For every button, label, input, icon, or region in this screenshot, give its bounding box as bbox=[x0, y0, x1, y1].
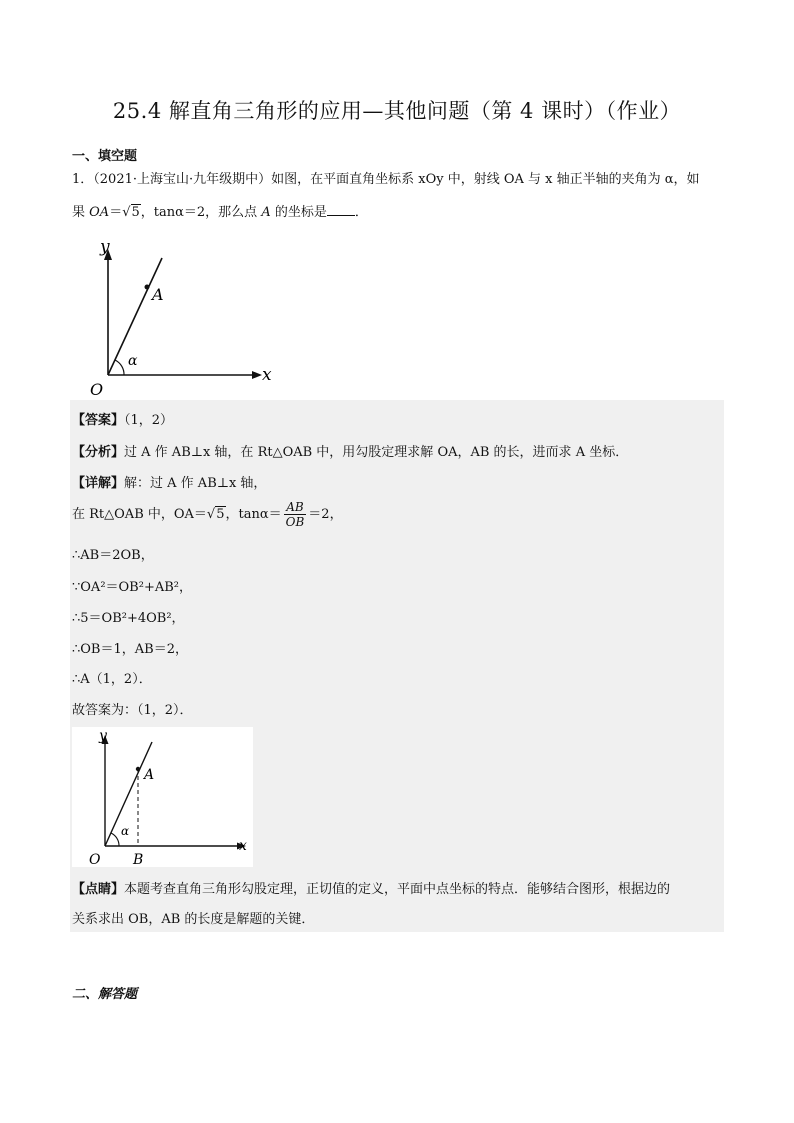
question-text: 的坐标是 bbox=[270, 205, 327, 220]
question-text: OA bbox=[89, 205, 110, 220]
coordinate-figure-1 bbox=[72, 232, 282, 400]
question-text: ． bbox=[354, 205, 368, 220]
alpha-label: α bbox=[121, 824, 130, 838]
point-a-label: A bbox=[152, 285, 164, 304]
question-text: ＝ bbox=[109, 205, 123, 220]
step-text: ，tanα＝ bbox=[225, 507, 282, 522]
step-text: 在 Rt△OAB 中，OA＝ bbox=[72, 507, 207, 522]
coordinate-figure-2 bbox=[72, 727, 253, 867]
solution-conclusion: 故答案为：（1，2）． bbox=[72, 703, 193, 718]
origin-label: O bbox=[90, 380, 104, 399]
analysis-heading: 【分析】 bbox=[72, 445, 125, 460]
question-line-2 bbox=[72, 203, 368, 223]
sqrt-expression: √5 bbox=[122, 205, 140, 220]
x-axis-arrow bbox=[252, 371, 262, 379]
answer-heading: 【答案】 bbox=[72, 413, 125, 428]
solution-step-3: ∵OA²＝OB²+AB²， bbox=[72, 580, 192, 595]
question-line-1: 1．（2021·上海宝山·九年级期中）如图，在平面直角坐标系 xOy 中，射线 OA 与 x 轴正半轴的夹角为 α，如 bbox=[72, 172, 700, 187]
point-b-label: B bbox=[133, 852, 144, 867]
y-label: y bbox=[100, 237, 110, 257]
sqrt-expression: √5 bbox=[206, 507, 225, 522]
point-a bbox=[145, 285, 150, 290]
comment-line-2: 关系求出 OB，AB 的长度是解题的关键． bbox=[72, 912, 315, 927]
detail-text: 解：过 A 作 AB⊥x 轴， bbox=[124, 476, 267, 491]
sqrt-radicand: 5 bbox=[131, 205, 140, 220]
comment-line-1 bbox=[72, 878, 670, 897]
question-text: 果 bbox=[72, 205, 90, 220]
fraction-denominator: OB bbox=[285, 515, 305, 529]
x-label: x bbox=[239, 838, 247, 854]
question-text: ，tanα＝2，那么点 bbox=[140, 205, 262, 220]
comment-text: 本题考查直角三角形勾股定理，正切值的定义，平面中点坐标的特点．能够结合图形，根据边的 bbox=[124, 882, 671, 897]
section-heading-solve: 二、解答题 bbox=[72, 987, 138, 1002]
y-label: y bbox=[99, 728, 107, 744]
step-text: ＝2， bbox=[308, 507, 343, 522]
solution-step-2: ∴AB＝2OB， bbox=[72, 548, 154, 563]
sqrt-radicand: 5 bbox=[216, 507, 225, 522]
fraction bbox=[284, 500, 307, 529]
x-label: x bbox=[262, 365, 272, 385]
comment-heading: 【点睛】 bbox=[72, 882, 125, 897]
detail-heading: 【详解】 bbox=[72, 476, 125, 491]
angle-arc bbox=[111, 833, 119, 846]
answer-value: （1，2） bbox=[124, 413, 174, 428]
point-a-label: A bbox=[144, 767, 155, 783]
solution-step-5: ∴OB＝1，AB＝2， bbox=[72, 642, 188, 657]
page-title: 25.4 解直角三角形的应用—其他问题（第 4 课时）（作业） bbox=[112, 99, 682, 123]
answer-blank bbox=[327, 203, 355, 216]
analysis-text: 过 A 作 AB⊥x 轴，在 Rt△OAB 中，用勾股定理求解 OA，AB 的长，进而求 A 坐标． bbox=[124, 445, 629, 460]
solution-step-6: ∴A（1，2）． bbox=[72, 672, 152, 687]
origin-label: O bbox=[89, 852, 101, 867]
answer-line bbox=[72, 409, 173, 428]
section-heading-fill-blank: 一、填空题 bbox=[72, 149, 138, 164]
angle-arc bbox=[115, 360, 124, 375]
detail-line bbox=[72, 472, 266, 491]
question-text: A bbox=[261, 205, 271, 220]
analysis-line bbox=[72, 441, 628, 460]
alpha-label: α bbox=[128, 353, 138, 369]
fraction-numerator: AB bbox=[284, 500, 307, 515]
solution-step-4: ∴5＝OB²+4OB²， bbox=[72, 611, 185, 626]
solution-step-1 bbox=[72, 500, 343, 529]
